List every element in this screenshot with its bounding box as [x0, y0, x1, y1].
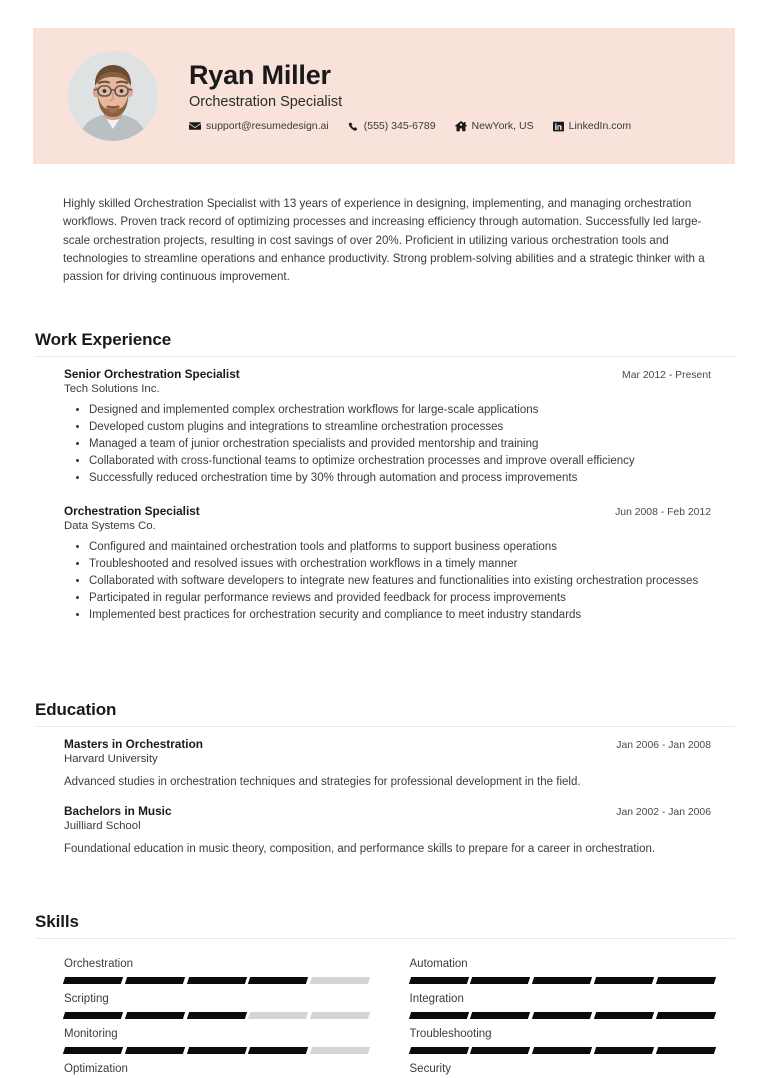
job-bullet: • Developed custom plugins and integrations to streamline orchestration processes: [89, 419, 735, 436]
professional-summary: Highly skilled Orchestration Specialist with 13 years of experience in designing, implementing, and managing orchestration workflows. Proven track record of optimizing processes and increasing efficiency through automation. Successfully led large-scale orchestration projects, resulting in cost savings of over 20%. Proficient in utilizing various orchestration tools and technologies to streamline operations and enhance productivity. Strong problem-solving abilities and a strategic thinker with a passion for driving continuous improvement.: [63, 197, 705, 284]
skill-level-segment: [408, 977, 468, 984]
education-entry-head: [64, 737, 735, 751]
job-bullet: • Designed and implemented complex orchestration workflows for large-scale applications: [89, 402, 735, 419]
school-name: Harvard University: [64, 753, 158, 765]
degree-title: Masters in Orchestration: [64, 737, 203, 751]
work-entry: [35, 504, 735, 624]
skill-level-segment: [532, 977, 592, 984]
skill-level-segment: [186, 1047, 246, 1054]
skill-level-segment: [186, 977, 246, 984]
section-title-skills: Skills: [35, 912, 79, 931]
phone-icon: [348, 120, 359, 132]
section-skills: [35, 912, 735, 1078]
job-company: Data Systems Co.: [64, 520, 156, 533]
job-bullet: • Successfully reduced orchestration time by 30% through automation and process improvements: [89, 470, 735, 487]
job-bullet-list: [64, 402, 735, 487]
skill-level-segment: [594, 977, 654, 984]
education-entry: [35, 804, 735, 858]
section-divider: [35, 356, 735, 357]
avatar-photo: [68, 51, 158, 141]
skill-level-segment: [656, 1047, 716, 1054]
degree-description: Advanced studies in orchestration techniques and strategies for professional development in the field.: [64, 776, 581, 788]
skill-level-segment: [125, 977, 185, 984]
skill-level-segment: [408, 1047, 468, 1054]
skill-level-segment: [310, 1047, 370, 1054]
job-title: Senior Orchestration Specialist: [64, 367, 240, 381]
job-bullet: • Managed a team of junior orchestration specialists and provided mentorship and training: [89, 436, 735, 453]
skill-level-segment: [470, 1012, 530, 1019]
candidate-name: Ryan Miller: [189, 59, 331, 90]
degree-date: Jan 2006 - Jan 2008: [616, 740, 711, 751]
work-entry: [35, 367, 735, 487]
contact-email-label: support@resumedesign.ai: [206, 120, 329, 133]
skill-level-segment: [594, 1047, 654, 1054]
avatar: [68, 51, 158, 141]
education-entry: [35, 737, 735, 791]
school-name: Juilliard School: [64, 820, 141, 833]
skill-item: [64, 949, 386, 984]
skill-label: Orchestration: [64, 958, 134, 970]
education-entry-head: [64, 804, 735, 818]
contact-linkedin-label: LinkedIn.com: [568, 120, 632, 133]
skill-level-segment: [532, 1047, 592, 1054]
job-bullet: • Participated in regular performance reviews and provided feedback for process improvements: [89, 590, 735, 607]
candidate-title: Orchestration Specialist: [189, 93, 343, 110]
skill-label: Optimization: [64, 1063, 128, 1075]
job-company: Tech Solutions Inc.: [64, 383, 160, 395]
skill-level-segment: [248, 1012, 308, 1019]
section-title-education: Education: [35, 700, 117, 719]
contact-phone-label: (555) 345-6789: [363, 120, 436, 133]
skill-level-segment: [63, 977, 123, 984]
skill-level-segment: [594, 1012, 654, 1019]
skill-level-segment: [408, 1012, 468, 1019]
skill-level-segment: [248, 977, 308, 984]
skill-level-segment: [310, 1012, 370, 1019]
job-title: Orchestration Specialist: [64, 504, 200, 519]
contact-phone[interactable]: [348, 120, 436, 132]
section-work-experience: [35, 330, 735, 624]
section-education: [35, 700, 735, 859]
skill-label: Scripting: [64, 993, 109, 1005]
job-bullet: • Collaborated with cross-functional teams to optimize orchestration processes and improve overall efficiency: [89, 453, 735, 470]
resume-header: [33, 28, 735, 164]
section-divider: [35, 726, 735, 727]
home-icon: [455, 120, 467, 132]
skill-label: Security: [409, 1063, 452, 1075]
skill-item: [410, 1054, 732, 1078]
header-text-block: [189, 60, 631, 132]
job-bullet: • Implemented best practices for orchestration security and compliance to meet industry standards: [89, 607, 735, 624]
skill-item: [64, 1019, 386, 1054]
skill-label: Troubleshooting: [409, 1028, 492, 1040]
section-title-work: Work Experience: [35, 330, 172, 349]
skill-label: Integration: [409, 993, 464, 1005]
skill-level-segment: [186, 1012, 246, 1019]
skill-label: Automation: [409, 958, 468, 970]
skill-level-bar: [64, 1012, 369, 1019]
work-entry-head: [64, 504, 735, 518]
work-entry-head: [64, 367, 735, 381]
skill-level-segment: [470, 1047, 530, 1054]
skill-level-segment: [63, 1047, 123, 1054]
section-divider: [35, 938, 735, 939]
skill-label: Monitoring: [64, 1028, 118, 1040]
contact-list: [189, 120, 631, 132]
skill-level-segment: [532, 1012, 592, 1019]
job-bullet: • Troubleshooted and resolved issues with orchestration workflows in a timely manner: [89, 556, 735, 573]
envelope-icon: [189, 120, 201, 132]
degree-date: Jan 2002 - Jan 2006: [616, 807, 711, 819]
skill-level-bar: [410, 977, 715, 984]
skill-level-segment: [470, 977, 530, 984]
linkedin-icon: [553, 121, 564, 132]
skill-level-segment: [656, 977, 716, 984]
skill-level-bar: [410, 1012, 715, 1019]
job-bullet-list: [64, 539, 735, 624]
job-bullet: • Configured and maintained orchestration tools and platforms to support business operations: [89, 539, 735, 556]
job-date: Jun 2008 - Feb 2012: [615, 507, 711, 519]
skill-level-segment: [248, 1047, 308, 1054]
contact-location-label: NewYork, US: [471, 120, 534, 133]
degree-description: Foundational education in music theory, composition, and performance skills to prepare for a career in orchestration.: [64, 843, 656, 856]
skill-level-segment: [310, 977, 370, 984]
skill-level-segment: [125, 1047, 185, 1054]
skill-level-bar: [64, 977, 369, 984]
skill-item: [410, 984, 732, 1019]
skill-level-bar: [410, 1047, 715, 1054]
contact-linkedin[interactable]: [553, 120, 631, 132]
contact-email[interactable]: [189, 120, 329, 132]
contact-location[interactable]: [455, 120, 534, 132]
job-bullet: • Collaborated with software developers to integrate new features and functionalities into existing orchestration processes: [89, 573, 735, 590]
skill-level-segment: [656, 1012, 716, 1019]
skill-level-segment: [63, 1012, 123, 1019]
skill-level-bar: [64, 1047, 369, 1054]
skill-item: [64, 984, 386, 1019]
skill-item: [410, 949, 732, 984]
skills-grid: [35, 949, 735, 1078]
degree-title: Bachelors in Music: [64, 804, 172, 819]
skill-item: [410, 1019, 732, 1054]
skill-item: [64, 1054, 386, 1078]
skill-level-segment: [125, 1012, 185, 1019]
job-date: Mar 2012 - Present: [622, 370, 711, 381]
